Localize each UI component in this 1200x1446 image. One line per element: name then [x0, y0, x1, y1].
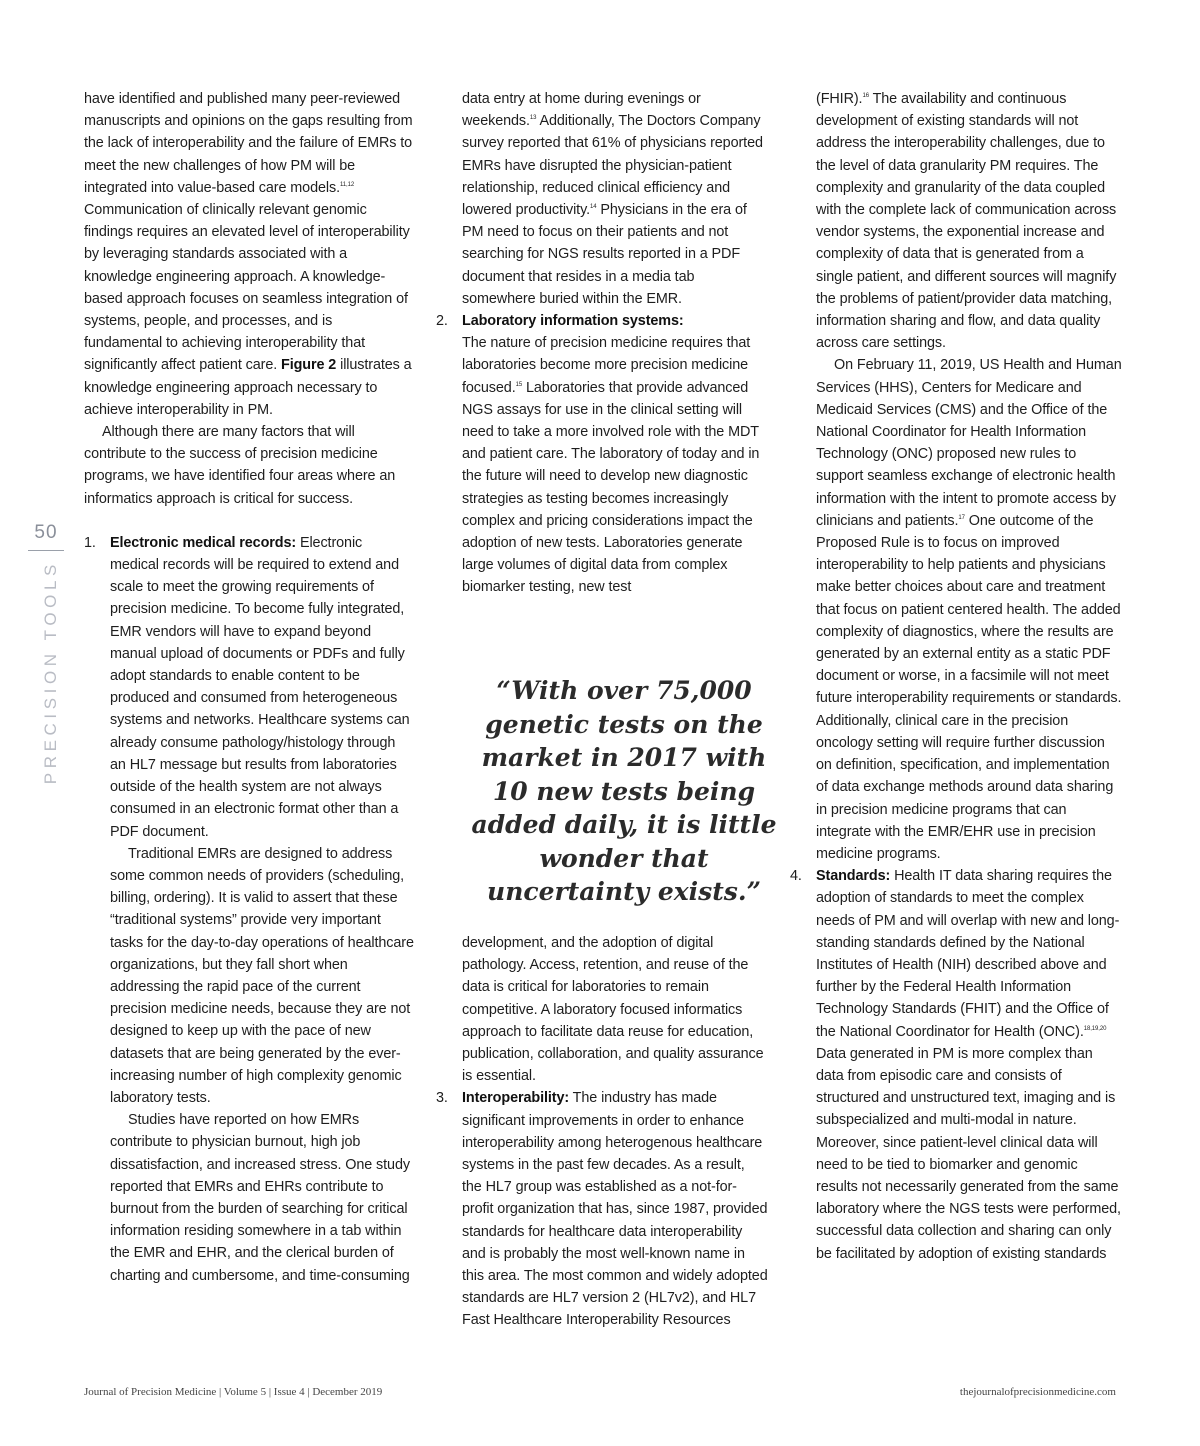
- column-2: [436, 88, 768, 599]
- list-number: 1.: [84, 534, 96, 551]
- paragraph: [462, 332, 768, 598]
- volume: Volume 5: [223, 1386, 267, 1398]
- paragraph: [462, 1087, 768, 1331]
- figure-reference: Figure 2: [281, 357, 337, 374]
- separator: |: [216, 1386, 224, 1398]
- text-run: The industry has made significant improvements in order to enhance interoperability among heterogenous healthcare systems in the past few decades. As a result, the HL7 group was established as a not-for-profit organization that has, since 1987, provided standards for healthcare data interoperability and is probably the most well-known name in this area. The most common and widely adopted standards are HL7 version 2 (HL7v2), and HL7 Fast Healthcare Interoperability Resources: [462, 1090, 768, 1329]
- text-run: (FHIR).: [816, 91, 863, 107]
- list-item-standards: [790, 865, 1122, 1265]
- citation-superscript: 11,12: [340, 181, 355, 188]
- column-1: [84, 88, 414, 1287]
- list-item-lis: [436, 310, 768, 599]
- paragraph: [84, 88, 414, 421]
- text-run: Electronic medical records will be required to extend and scale to meet the growing requirements of precision medicine. To become fully integrated, EMR vendors will have to expand beyond manual upload of documents or PDFs and fully adopt standards to enable content to be produced and consumed from heterogeneous systems and networks. Healthcare systems can already consume pathology/histology through an HL7 message but results from laboratories outside of the health system are not always consumed in an electronic format other than a PDF document.: [110, 534, 410, 840]
- column-3: [790, 88, 1122, 1265]
- footer-citation: [84, 1386, 382, 1398]
- text-run: Laboratories that provide advanced NGS assays for use in the clinical setting will need to take a more involved role with the MDT and patient care. The laboratory of today and in the future will need to develop new diagnostic strategies as testing becomes increasingly complex and pricing considerations impact the adoption of new tests. Laboratories generate large volumes of digital data from complex biomarker testing, new test: [462, 379, 760, 596]
- paragraph: [816, 354, 1122, 865]
- footer-website[interactable]: thejournalofprecisionmedicine.com: [959, 1386, 1116, 1398]
- column-2-lower: [436, 932, 768, 1332]
- citation-superscript: 16: [862, 93, 869, 99]
- paragraph: [816, 88, 1122, 354]
- citation-superscript: 17: [958, 514, 965, 521]
- text-run: Additionally, The Doctors Company survey reported that 61% of physicians reported EMRs have disrupted the physician-patient relationship, reduced clinical efficiency and lowered productivity.: [462, 113, 763, 219]
- section-label: PRECISION TOOLS: [41, 560, 60, 785]
- list-item-title: Interoperability:: [462, 1090, 570, 1107]
- text-run: The availability and continuous development of existing standards will not address the interoperability challenges, due to the level of data granularity PM requires. The complexity and granularity of the data coupled with the complete lack of communication across vendor systems, the exponential increase and complexity of data that is generated from a single patient, and different sources will magnify the problems of patient/provider data matching, information sharing and flow, and data quality across care settings.: [816, 91, 1117, 352]
- text-run: have identified and published many peer-reviewed manuscripts and opinions on the gaps resulting from the lack of interoperability and the failure of EMRs to meet the new challenges of how PM will be integrated into value-based care models.: [84, 91, 413, 196]
- list-continuation: [436, 88, 768, 310]
- text-run: Physicians in the era of PM need to focus on their patients and not searching for NGS results reported in a PDF document that resides in a media tab somewhere buried within the EMR.: [462, 202, 747, 307]
- paragraph: Although there are many factors that will contribute to the success of precision medicine programs, we have identified four areas where an informatics approach is critical for success.: [84, 424, 396, 507]
- page-number-rule: [28, 550, 64, 551]
- list-item-title: Laboratory information systems:: [462, 313, 684, 330]
- text-run: illustrates a knowledge engineering approach necessary to achieve interoperability in PM.: [84, 357, 412, 418]
- list-number: 3.: [436, 1090, 448, 1107]
- citation-superscript: 13: [529, 115, 537, 122]
- paragraph: [462, 88, 768, 310]
- list-item-title: Standards:: [816, 868, 891, 885]
- paragraph: [110, 532, 414, 843]
- citation-superscript: 18,19,20: [1083, 1025, 1107, 1032]
- list-continuation: [436, 932, 768, 1087]
- page-number: 50: [34, 522, 58, 543]
- text-run: Data generated in PM is more complex than data from episodic care and consists of structured and unstructured text, imaging and is subspecialized and multi-modal in nature. Moreover, since patient-level clinical data will need to be tied to biomarker and genomic results not necessarily generated from the same laboratory where the NGS tests were performed, successful data collection and sharing can only be facilitated by adoption of existing standards: [816, 1045, 1121, 1262]
- list-item-title: Electronic medical records:: [110, 534, 297, 551]
- pull-quote: “With over 75,000 genetic tests on the market in 2017 with 10 new tests being added daily, it is little wonder that uncertainty exists.”: [471, 676, 777, 906]
- list-continuation: [790, 88, 1122, 865]
- issue: Issue 4: [273, 1386, 305, 1398]
- citation-superscript: 15: [515, 381, 523, 388]
- page-number-block: [28, 522, 64, 551]
- list-number: 4.: [790, 868, 802, 885]
- journal-name: Journal of Precision Medicine: [84, 1386, 217, 1398]
- list-item-emr: [84, 532, 414, 1287]
- paragraph: development, and the adoption of digital pathology. Access, retention, and reuse of the data is critical for laboratories to remain competitive. A laboratory focused informatics approach to facilitate data reuse for education, publication, collaboration, and quality assurance is essential.: [462, 935, 764, 1085]
- separator: |: [266, 1386, 274, 1398]
- text-run: One outcome of the Proposed Rule is to focus on improved interoperability to help patients and physicians make better choices about care and treatment that focus on patient centered health. The added complexity of diagnostics, where the results are generated by an external entity as a static PDF document or worse, in a facsimile will not meet future interoperability requirements or standards. Additionally, clinical care in the precision oncology setting will require further discussion on definition, specification, and implementation of data exchange methods around data sharing in precision medicine programs that can integrate with the EMR/EHR use in precision medicine programs.: [816, 512, 1122, 862]
- paragraph: Traditional EMRs are designed to address some common needs of providers (scheduling, billing, ordering). It is valid to assert that these “traditional systems” provide very important tasks for the day-to-day operations of healthcare organizations, but they fall short when addressing the rapid pace of the current precision medicine needs, because they are not designed to keep up with the pace of new datasets that are being generated by the ever-increasing number of high complexity genomic laboratory tests.: [110, 845, 414, 1106]
- citation-superscript: 14: [590, 204, 597, 211]
- text-run: Communication of clinically relevant genomic findings requires an elevated level of interoperability by leveraging standards associated with a knowledge engineering approach. A knowledge-based approach focuses on seamless integration of systems, people, and processes, and is fundamental to achieving interoperability that significantly affect patient care.: [84, 202, 410, 374]
- paragraph: [816, 865, 1122, 1265]
- separator: |: [304, 1386, 313, 1398]
- list-item-interoperability: [436, 1087, 768, 1331]
- paragraph: Studies have reported on how EMRs contribute to physician burnout, high job dissatisfaction, and increased stress. One study reported that EMRs and EHRs contribute to burnout from the burden of searching for critical information residing somewhere in a tab within the EMR and EHR, and the clerical burden of charting and cumbersome, and time-consuming: [110, 1112, 410, 1284]
- text-run: On February 11, 2019, US Health and Human Services (HHS), Centers for Medicare and Medicaid Services (CMS) and the Office of the National Coordinator for Health Information Technology (ONC) proposed new rules to support seamless exchange of electronic health information with the intent to promote access by clinicians and patients.: [816, 357, 1122, 529]
- text-run: The nature of precision medicine requires that laboratories become more precision medicine focused.: [462, 335, 751, 396]
- issue-date: December 2019: [312, 1386, 383, 1398]
- text-run: Health IT data sharing requires the adoption of standards to meet the complex needs of PM and will overlap with new and long-standing standards defined by the National Institutes of Health (NIH) described above and further by the Federal Health Information Technology Standards (FHIT) and the Office of the National Coordinator for Health (ONC).: [816, 868, 1120, 1040]
- list-number: 2.: [436, 313, 448, 330]
- text-run: data entry at home during evenings or weekends.: [462, 91, 701, 130]
